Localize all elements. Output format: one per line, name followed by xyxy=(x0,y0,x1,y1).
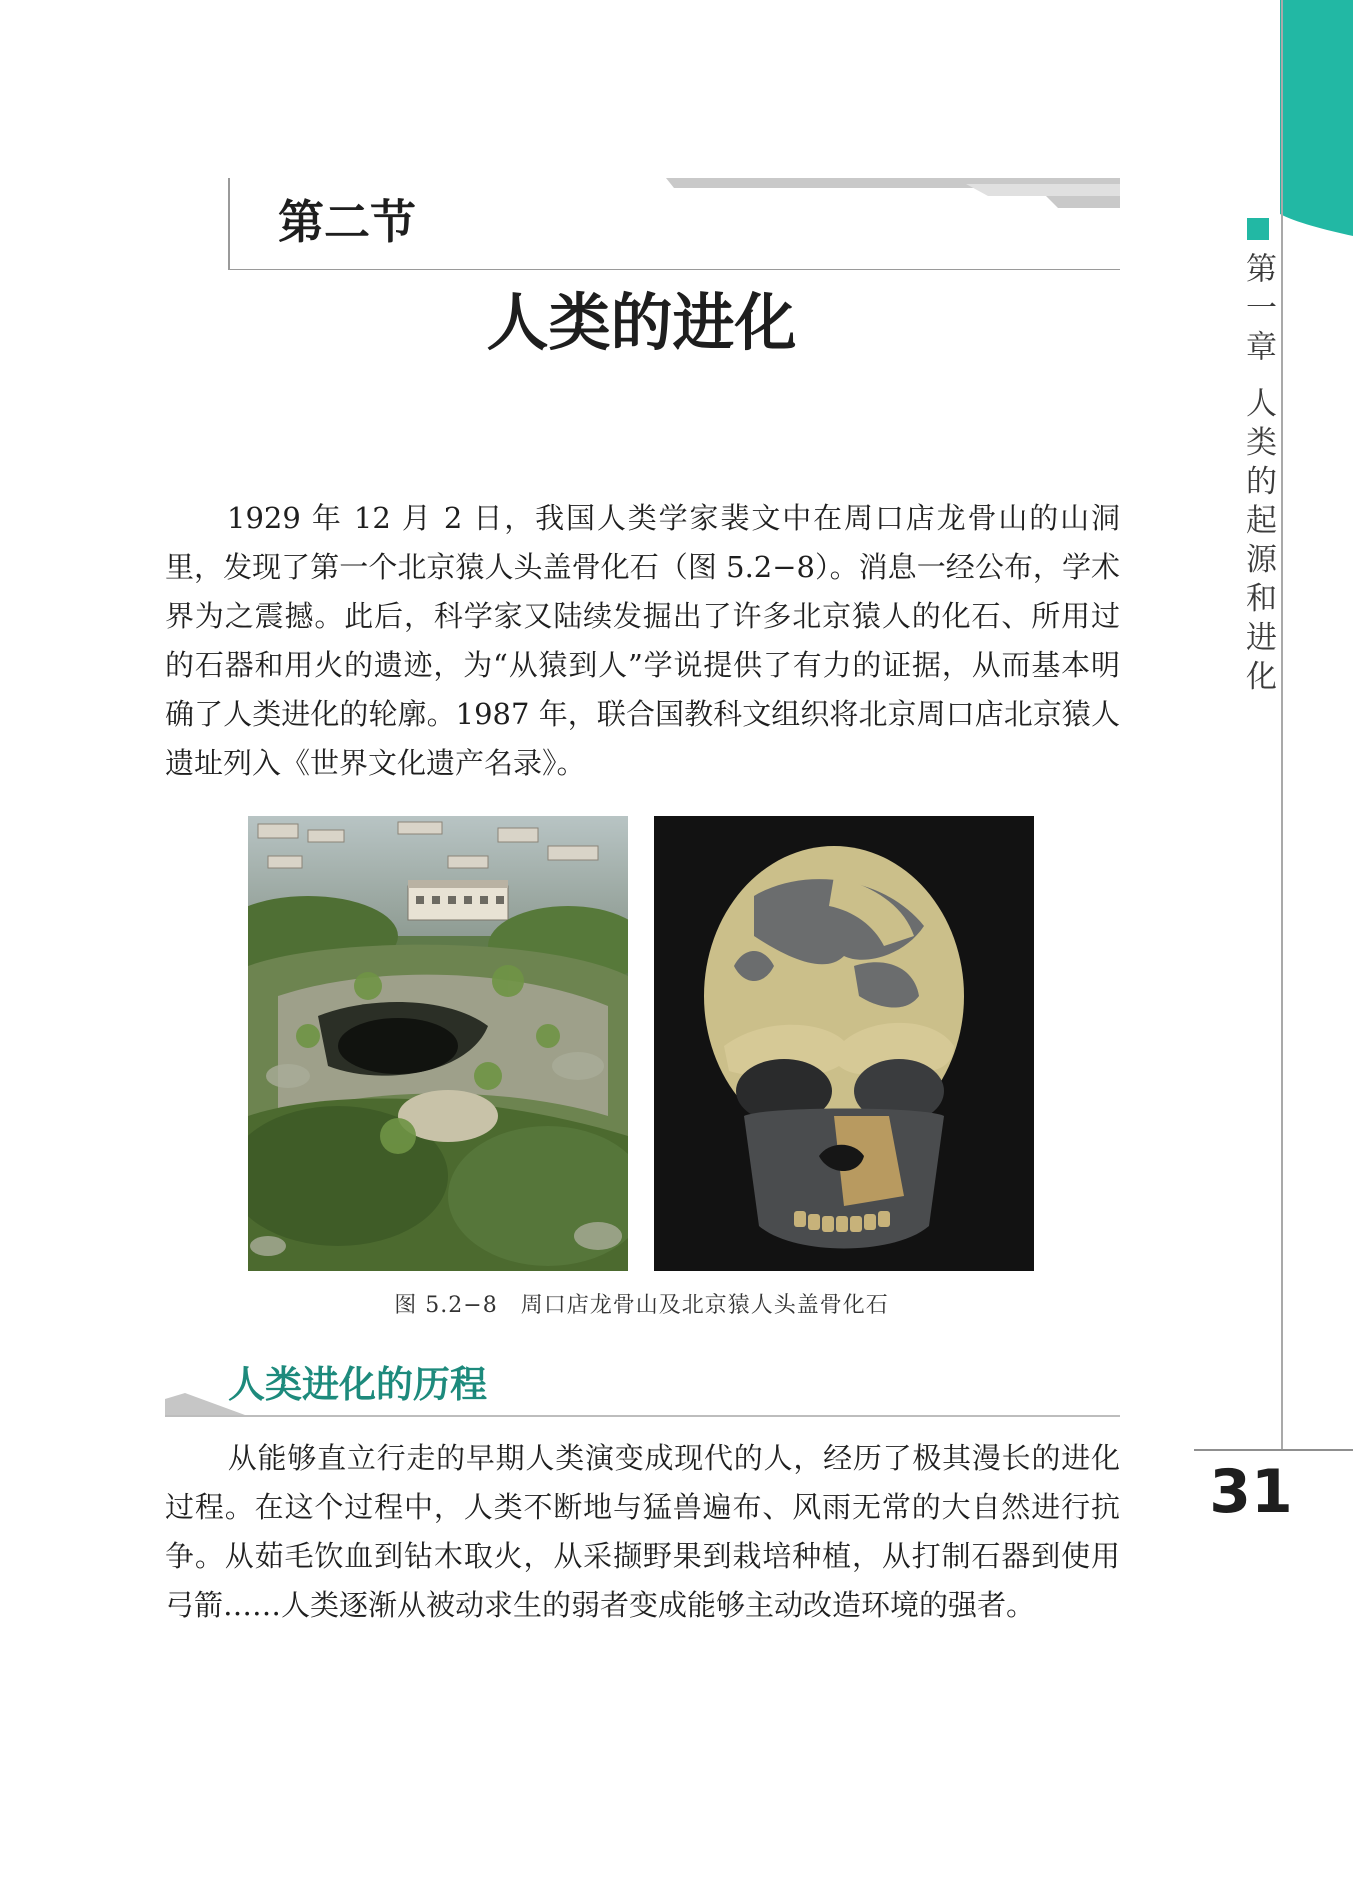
section-number: 第二节 xyxy=(278,195,416,249)
peking-man-skull-photo xyxy=(654,816,1034,1271)
intro-paragraph xyxy=(165,494,1120,788)
zhoukoudian-cave-photo xyxy=(248,816,628,1271)
subheading-rule xyxy=(165,1415,1120,1417)
section-title: 人类的进化 xyxy=(486,286,797,359)
subheading: 人类进化的历程 xyxy=(228,1363,487,1406)
chapter-marker-square xyxy=(1247,218,1269,240)
chapter-running-title: 第一章 人类的起源和进化 xyxy=(1240,252,1276,699)
evolution-paragraph xyxy=(165,1434,1120,1630)
intro-paragraph-text: 1929 年 12 月 2 日，我国人类学家裴文中在周口店龙骨山的山洞里，发现了第一个北京猿人头盖骨化石（图 5.2−8）。消息一经公布，学术界为之震撼。此后，科学家又陆续发掘出了许多北京猿人的化石、所用过的石器和用火的遗迹，为“从猿到人”学说提供了有力的证据，从而基本明确了人类进化的轮廓。1987 年，联合国教科文组织将北京周口店北京猿人遗址列入《世界文化遗产名录》。 xyxy=(165,501,1120,780)
page-number-rule xyxy=(1194,1449,1353,1451)
figure-caption: 图 5.2−8 周口店龙骨山及北京猿人头盖骨化石 xyxy=(394,1293,889,1318)
margin-divider-line xyxy=(1281,0,1283,1450)
chapter-color-band xyxy=(1280,0,1353,240)
evolution-paragraph-text: 从能够直立行走的早期人类演变成现代的人，经历了极其漫长的进化过程。在这个过程中，人类不断地与猛兽遍布、风雨无常的大自然进行抗争。从茹毛饮血到钻木取火，从采撷野果到栽培种植，从打制石器到使用弓箭……人类逐渐从被动求生的弱者变成能够主动改造环境的强者。 xyxy=(165,1441,1120,1622)
page-number: 31 xyxy=(1209,1457,1293,1527)
